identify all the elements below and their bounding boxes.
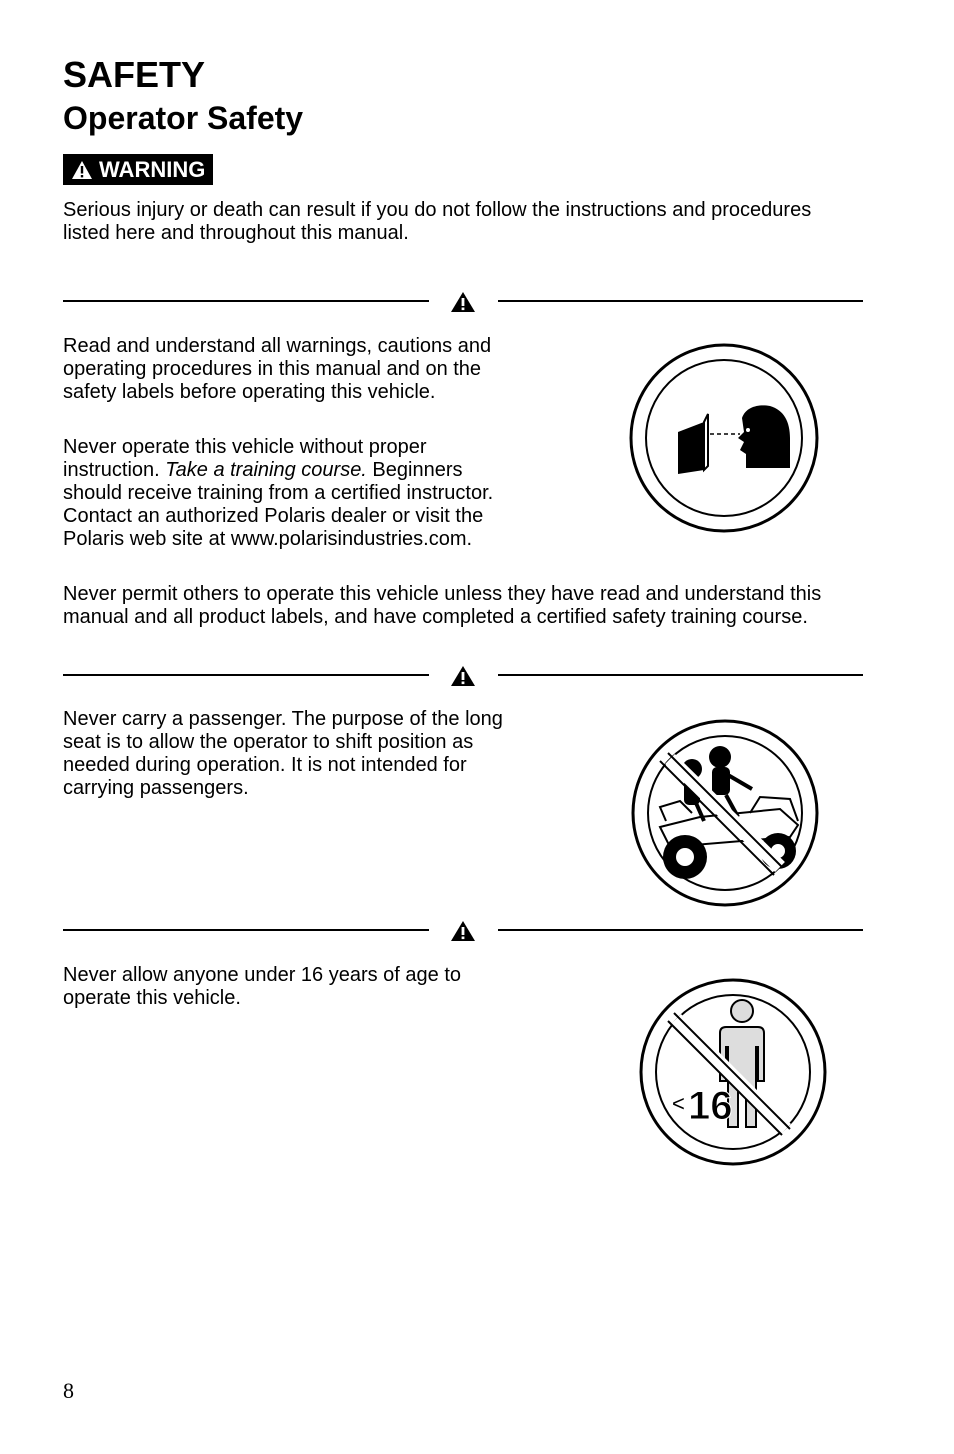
page-title: Operator Safety: [63, 100, 304, 136]
intro-text: Serious injury or death can result if you do not follow the instructions and procedures listed here and throughout this manual.: [63, 199, 812, 244]
block3-paragraph1: Never allow anyone under 16 years of age to operate this vehicle.: [63, 964, 462, 1009]
warning-triangle-icon: [450, 665, 476, 687]
training-emphasis: Take a training course.: [165, 459, 367, 481]
paragraph-text: Never operate this vehicle without proper instruction.: [63, 436, 427, 481]
page-number: 8: [63, 1378, 74, 1403]
block1-paragraph2: [63, 436, 523, 551]
divider-left: [63, 929, 429, 931]
divider-right: [498, 929, 863, 931]
block1-paragraph3: Never permit others to operate this vehicle unless they have read and understand this manual and all product labels, and have completed a certified safety training course.: [63, 583, 822, 628]
section-title: SAFETY: [63, 54, 206, 95]
divider-right: [498, 300, 863, 302]
less-than-sign: <: [672, 1091, 685, 1116]
warning-label: WARNING: [99, 156, 206, 182]
warning-triangle-icon: [450, 920, 476, 942]
warning-triangle-icon: [71, 160, 93, 180]
warning-triangle-icon: [450, 291, 476, 313]
no-passenger-icon: [630, 717, 820, 909]
age-label: 16: [688, 1084, 733, 1128]
read-manual-icon: [628, 342, 820, 534]
warning-badge: [63, 154, 213, 185]
paragraph-text: Beginners should receive training from a certified instructor. Contact an authorized Polaris dealer or visit the Polaris web site at www.polarisindustries.com.: [63, 459, 494, 550]
divider-right: [498, 674, 863, 676]
block2-paragraph1: Never carry a passenger. The purpose of the long seat is to allow the operator to shift position as needed during operation. It is not intended for carrying passengers.: [63, 708, 503, 799]
divider-left: [63, 674, 429, 676]
under-16-prohibited-icon: [638, 977, 828, 1167]
divider-left: [63, 300, 429, 302]
block1-paragraph1: Read and understand all warnings, cautions and operating procedures in this manual and on the safety labels before operating this vehicle.: [63, 335, 492, 403]
